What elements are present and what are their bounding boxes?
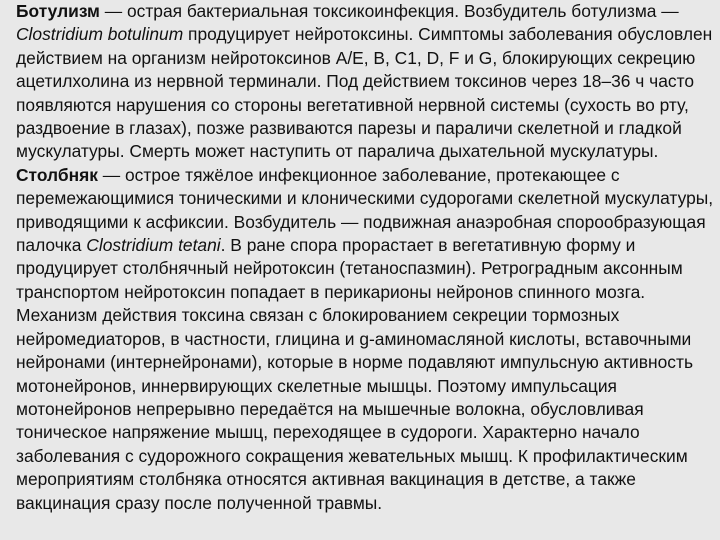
botulism-pathogen-name: Clostridium botulinum: [16, 24, 184, 45]
term-tetanus: Столбняк: [16, 164, 98, 185]
paragraph-tetanus: [16, 164, 716, 515]
botulism-text-part-1: — острая бактериальная токсикоинфекция. Возбудитель ботулизма —: [99, 1, 679, 21]
tetanus-text-part-2: . В ране спора прорастает в вегетативную форму и продуцирует столбнячный нейротоксин (тетаноспазмин). Ретроградным аксонным транспортом нейротоксин попадает в перикарионы нейронов спинного мозга. Механизм действия токсина связан с блокированием секреции тормозных нейромедиаторов, в частности, глицина и g-аминомасляной кислоты, вставочными нейронами (интернейронами), которые в норме подавляют импульсную активность мотонейронов, иннервирующих скелетные мышцы. Поэтому импульсация мотонейронов непрерывно передаётся на мышечные волокна, обусловливая тоническое напряжение мышц, переходящее в судороги. Характерно начало заболевания с судорожного сокращения жевательных мышц. К профилактическим мероприятиям столбняка относятся активная вакцинация в детстве, а также вакцинация сразу после полученной травмы.: [16, 235, 694, 513]
paragraph-botulism: [16, 0, 716, 164]
botulism-text-part-2: продуцирует нейротоксины. Симптомы заболевания обусловлен действием на организм нейротоксинов A/E, B, C1, D, F и G, блокирующих секрецию ацетилхолина из нервной терминали. Под действием токсинов через 18–36 ч часто появляются нарушения со стороны вегетативной нервной системы (сухость во рту, раздвоение в глазах), позже развиваются парезы и параличи скелетной и гладкой мускулатуры. Смерть может наступить от паралича дыхательной мускулатуры.: [16, 24, 713, 162]
document-body: [16, 0, 716, 515]
term-botulism: Ботулизм: [16, 1, 100, 21]
tetanus-text-part-1: — острое тяжёлое инфекционное заболевание, протекающее с перемежающимися тоническими и клоническими судорогами скелетной мускулатуры, приводящими к асфиксии. Возбудитель — подвижная анаэробная спорообразующая палочка: [16, 164, 714, 256]
tetanus-pathogen-name: Clostridium tetani: [86, 235, 221, 256]
